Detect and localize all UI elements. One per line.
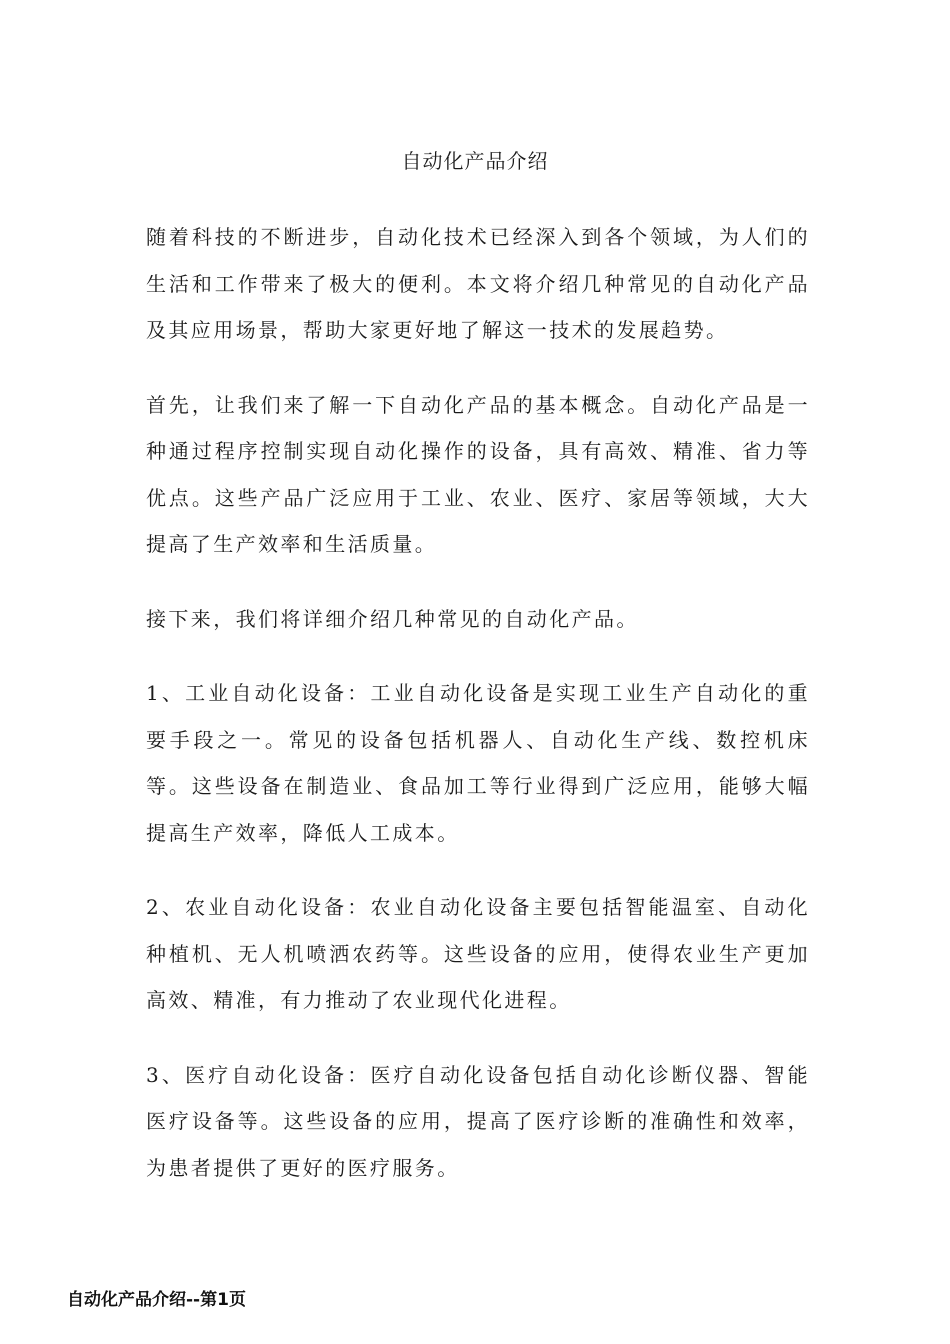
document-title: 自动化产品介绍 bbox=[401, 149, 549, 173]
paragraph-transition: 接下来，我们将详细介绍几种常见的自动化产品。 bbox=[146, 606, 639, 631]
page-footer: 自动化产品介绍--第1页 bbox=[67, 1290, 246, 1310]
paragraph-agricultural: 2、农业自动化设备：农业自动化设备主要包括智能温室、自动化种植机、无人机喷洒农药等。这些设备的应用，使得农业生产更加高效、精准，有力推动了农业现代化进程。 bbox=[146, 895, 810, 1012]
document-body bbox=[146, 214, 810, 1219]
paragraph-concept: 首先，让我们来了解一下自动化产品的基本概念。自动化产品是一种通过程序控制实现自动化操作的设备，具有高效、精准、省力等优点。这些产品广泛应用于工业、农业、医疗、家居等领域，大大提高了生产效率和生活质量。 bbox=[146, 392, 810, 556]
paragraph-industrial: 1、工业自动化设备：工业自动化设备是实现工业生产自动化的重要手段之一。常见的设备包括机器人、自动化生产线、数控机床等。这些设备在制造业、食品加工等行业得到广泛应用，能够大幅提高生产效率，降低人工成本。 bbox=[146, 681, 810, 845]
paragraph-medical: 3、医疗自动化设备：医疗自动化设备包括自动化诊断仪器、智能医疗设备等。这些设备的应用，提高了医疗诊断的准确性和效率，为患者提供了更好的医疗服务。 bbox=[146, 1062, 810, 1180]
paragraph-intro: 随着科技的不断进步，自动化技术已经深入到各个领域，为人们的生活和工作带来了极大的便利。本文将介绍几种常见的自动化产品及其应用场景，帮助大家更好地了解这一技术的发展趋势。 bbox=[146, 225, 810, 342]
